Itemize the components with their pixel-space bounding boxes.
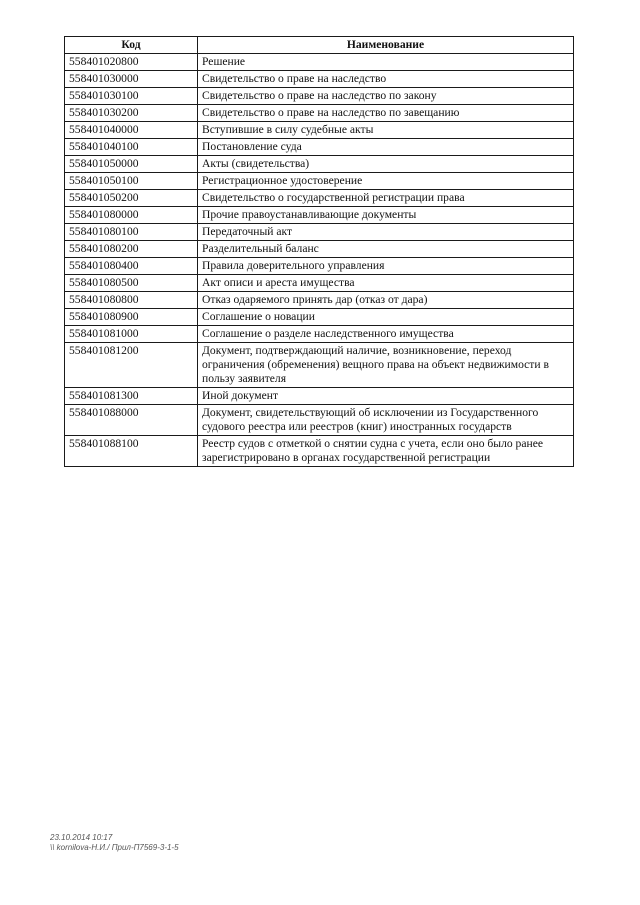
cell-name: Соглашение о новации <box>198 309 574 326</box>
table-row <box>65 275 574 292</box>
cell-code: 558401050000 <box>65 156 198 173</box>
table-row <box>65 190 574 207</box>
cell-name: Свидетельство о праве на наследство <box>198 71 574 88</box>
cell-name: Свидетельство о праве на наследство по закону <box>198 88 574 105</box>
cell-name: Прочие правоустанавливающие документы <box>198 207 574 224</box>
cell-name: Акт описи и ареста имущества <box>198 275 574 292</box>
cell-name: Передаточный акт <box>198 224 574 241</box>
table-row <box>65 343 574 388</box>
table-row <box>65 88 574 105</box>
cell-name: Свидетельство о праве на наследство по завещанию <box>198 105 574 122</box>
cell-code: 558401080100 <box>65 224 198 241</box>
table-row <box>65 241 574 258</box>
table-row <box>65 139 574 156</box>
table-row <box>65 173 574 190</box>
table-row <box>65 156 574 173</box>
footer-stamp <box>50 833 179 853</box>
cell-code: 558401030000 <box>65 71 198 88</box>
table-row <box>65 258 574 275</box>
cell-name: Соглашение о разделе наследственного имущества <box>198 326 574 343</box>
cell-code: 558401050200 <box>65 190 198 207</box>
cell-name: Документ, подтверждающий наличие, возникновение, переход ограничения (обременения) вещного права на объект недвижимости в пользу заявителя <box>198 343 574 388</box>
cell-code: 558401040000 <box>65 122 198 139</box>
cell-name: Отказ одаряемого принять дар (отказ от дара) <box>198 292 574 309</box>
cell-code: 558401080200 <box>65 241 198 258</box>
table-row <box>65 405 574 436</box>
cell-name: Реестр судов с отметкой о снятии судна с учета, если оно было ранее зарегистрировано в органах государственной регистрации <box>198 436 574 467</box>
footer-timestamp: 23.10.2014 10:17 <box>50 833 113 842</box>
cell-code: 558401080400 <box>65 258 198 275</box>
table-body <box>65 54 574 467</box>
table-row <box>65 326 574 343</box>
cell-name: Документ, свидетельствующий об исключении из Государственного судового реестра или реестров (книг) иностранных государств <box>198 405 574 436</box>
table-row <box>65 71 574 88</box>
cell-name: Регистрационное удостоверение <box>198 173 574 190</box>
codes-table <box>64 36 574 467</box>
header-code: Код <box>65 37 198 54</box>
table-row <box>65 309 574 326</box>
table-row <box>65 122 574 139</box>
cell-code: 558401088000 <box>65 405 198 436</box>
cell-code: 558401081000 <box>65 326 198 343</box>
header-name: Наименование <box>198 37 574 54</box>
cell-code: 558401050100 <box>65 173 198 190</box>
cell-code: 558401080500 <box>65 275 198 292</box>
cell-code: 558401030100 <box>65 88 198 105</box>
cell-code: 558401081300 <box>65 388 198 405</box>
table-row <box>65 388 574 405</box>
cell-name: Свидетельство о государственной регистрации права <box>198 190 574 207</box>
table-row <box>65 207 574 224</box>
cell-code: 558401088100 <box>65 436 198 467</box>
table-row <box>65 436 574 467</box>
cell-code: 558401081200 <box>65 343 198 388</box>
table-row <box>65 54 574 71</box>
cell-name: Постановление суда <box>198 139 574 156</box>
cell-name: Иной документ <box>198 388 574 405</box>
table-header-row <box>65 37 574 54</box>
cell-code: 558401020800 <box>65 54 198 71</box>
table-row <box>65 292 574 309</box>
cell-code: 558401080000 <box>65 207 198 224</box>
cell-name: Правила доверительного управления <box>198 258 574 275</box>
cell-name: Вступившие в силу судебные акты <box>198 122 574 139</box>
cell-code: 558401080900 <box>65 309 198 326</box>
cell-code: 558401040100 <box>65 139 198 156</box>
cell-name: Решение <box>198 54 574 71</box>
cell-code: 558401030200 <box>65 105 198 122</box>
footer-file-path: \\ kornilova-Н.И./ Прил-П7569-3-1-5 <box>50 843 179 852</box>
table-row <box>65 105 574 122</box>
table-row <box>65 224 574 241</box>
cell-name: Акты (свидетельства) <box>198 156 574 173</box>
cell-name: Разделительный баланс <box>198 241 574 258</box>
cell-code: 558401080800 <box>65 292 198 309</box>
